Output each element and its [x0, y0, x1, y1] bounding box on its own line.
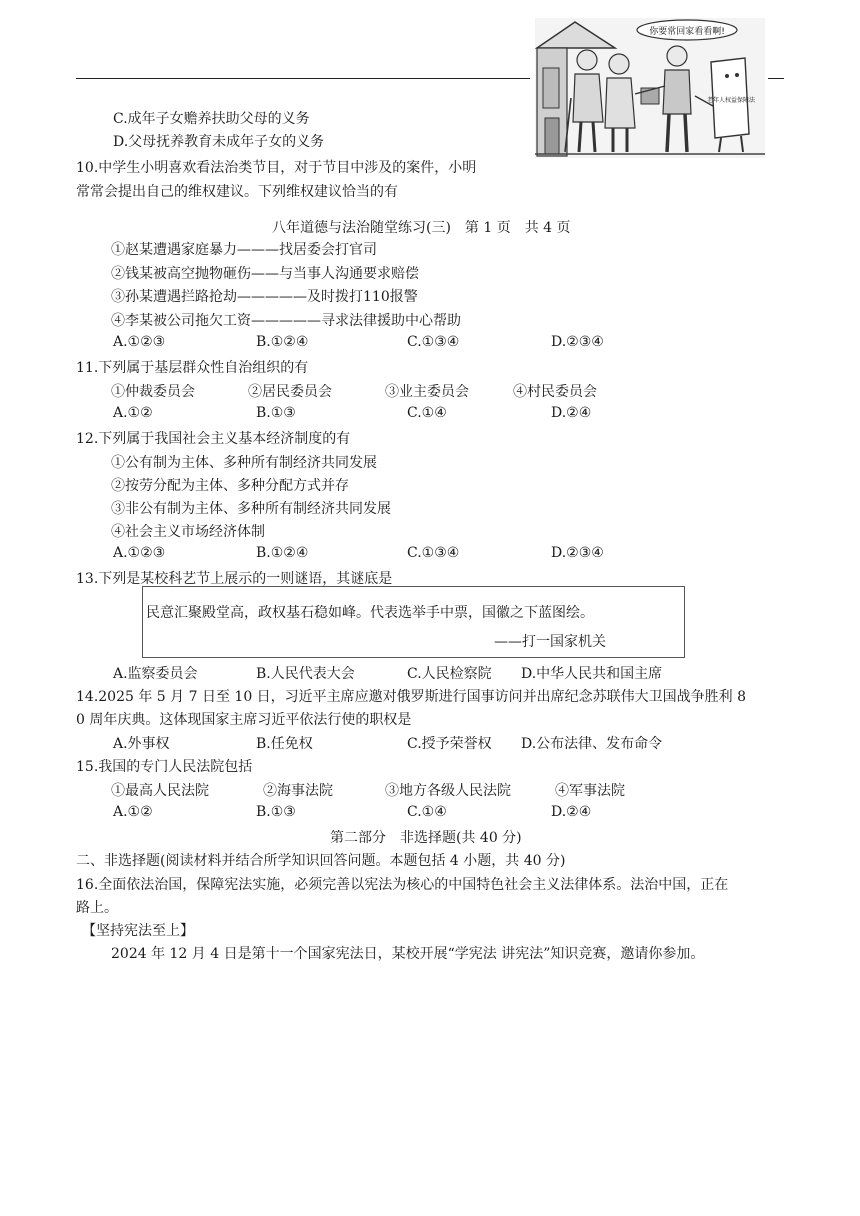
q16-section-title: 【坚持宪法至上】: [82, 923, 194, 939]
q16-stem-line1: 16.全面依法治国，保障宪法实施，必须完善以宪法为核心的中国特色社会主义法律体系。法治中国，正在: [76, 877, 729, 893]
cartoon-speech-text: 你要常回家看看啊!: [649, 27, 725, 37]
q11-item: ①仲裁委员会: [111, 384, 195, 400]
q11-option-c: C.①④: [407, 405, 447, 421]
cartoon-scroll-text: 老年人权益保障法: [706, 97, 756, 104]
q15-option-d: D.②④: [551, 804, 592, 820]
q9-option-c: C.成年子女赡养扶助父母的义务: [113, 111, 310, 127]
q12-option-c: C.①③④: [407, 545, 460, 561]
q15-option-b: B.①③: [256, 804, 296, 820]
part2-instruction: 二、非选择题(阅读材料并结合所学知识回答问题。本题包括 4 小题，共 40 分): [76, 853, 566, 869]
q13-stem: 13.下列是某校科艺节上展示的一则谜语，其谜底是: [76, 571, 393, 587]
q11-option-b: B.①③: [256, 405, 296, 421]
q10-item: ④李某被公司拖欠工资—————寻求法律援助中心帮助: [111, 313, 461, 329]
q10-stem-line1: 10.中学生小明喜欢看法治类节目，对于节目中涉及的案件，小明: [76, 160, 477, 176]
page-footer: 八年道德与法治随堂练习(三) 第 1 页 共 4 页: [272, 220, 571, 236]
q10-item: ①赵某遭遇家庭暴力———找居委会打官司: [111, 242, 377, 258]
q12-item: ①公有制为主体、多种所有制经济共同发展: [111, 455, 377, 471]
q14-option-a: A.外事权: [113, 736, 170, 752]
header-rule-left: [76, 78, 530, 79]
q13-option-b: B.人民代表大会: [256, 666, 355, 682]
riddle-text: 民意汇聚殿堂高，政权基石稳如峰。代表选举手中票，国徽之下蓝图绘。: [146, 605, 594, 621]
q11-stem: 11.下列属于基层群众性自治组织的有: [76, 360, 309, 376]
q10-option-d: D.②③④: [551, 334, 604, 350]
q12-item: ②按劳分配为主体、多种分配方式并存: [111, 478, 349, 494]
q12-item: ③非公有制为主体、多种所有制经济共同发展: [111, 501, 391, 517]
q13-option-a: A.监察委员会: [113, 666, 198, 682]
q15-item: ④军事法院: [555, 783, 625, 799]
q15-option-c: C.①④: [407, 804, 447, 820]
q15-item: ②海事法院: [263, 783, 333, 799]
header-rule-right: [768, 78, 784, 79]
q12-stem: 12.下列属于我国社会主义基本经济制度的有: [76, 431, 351, 447]
riddle-hint: ——打一国家机关: [494, 634, 606, 650]
q12-item: ④社会主义市场经济体制: [111, 524, 265, 540]
q14-option-c: C.授予荣誉权: [407, 736, 492, 752]
q14-stem-line2: 0 周年庆典。这体现国家主席习近平依法行使的职权是: [76, 712, 412, 728]
q11-item: ②居民委员会: [248, 384, 332, 400]
q16-material: 2024 年 12 月 4 日是第十一个国家宪法日，某校开展“学宪法 讲宪法”知识竞赛，邀请你参加。: [111, 946, 705, 962]
q14-option-b: B.任免权: [256, 736, 313, 752]
q12-option-d: D.②③④: [551, 545, 604, 561]
q10-option-b: B.①②④: [256, 334, 309, 350]
q15-item: ①最高人民法院: [111, 783, 209, 799]
q12-option-b: B.①②④: [256, 545, 309, 561]
q11-option-a: A.①②: [113, 405, 153, 421]
q10-stem-line2: 常常会提出自己的维权建议。下列维权建议恰当的有: [76, 184, 398, 200]
q14-option-d: D.公布法律、发布命令: [521, 736, 663, 752]
q12-option-a: A.①②③: [113, 545, 166, 561]
q10-item: ③孙某遭遇拦路抢劫—————及时拨打110报警: [111, 289, 418, 305]
q15-stem: 15.我国的专门人民法院包括: [76, 759, 253, 775]
q10-item: ②钱某被高空抛物砸伤——与当事人沟通要求赔偿: [111, 266, 419, 282]
q9-option-d: D.父母抚养教育未成年子女的义务: [113, 134, 325, 150]
cartoon-illustration: [535, 18, 765, 158]
q16-stem-line2: 路上。: [76, 900, 118, 916]
q10-option-c: C.①③④: [407, 334, 460, 350]
q13-option-d: D.中华人民共和国主席: [521, 666, 663, 682]
q15-item: ③地方各级人民法院: [385, 783, 511, 799]
q11-item: ④村民委员会: [513, 384, 597, 400]
q15-option-a: A.①②: [113, 804, 153, 820]
q13-option-c: C.人民检察院: [407, 666, 492, 682]
q10-option-a: A.①②③: [113, 334, 166, 350]
q11-item: ③业主委员会: [385, 384, 469, 400]
part2-title: 第二部分 非选择题(共 40 分): [330, 830, 522, 846]
q14-stem-line1: 14.2025 年 5 月 7 日至 10 日，习近平主席应邀对俄罗斯进行国事访问并出席纪念苏联伟大卫国战争胜利 8: [76, 689, 747, 705]
q11-option-d: D.②④: [551, 405, 592, 421]
